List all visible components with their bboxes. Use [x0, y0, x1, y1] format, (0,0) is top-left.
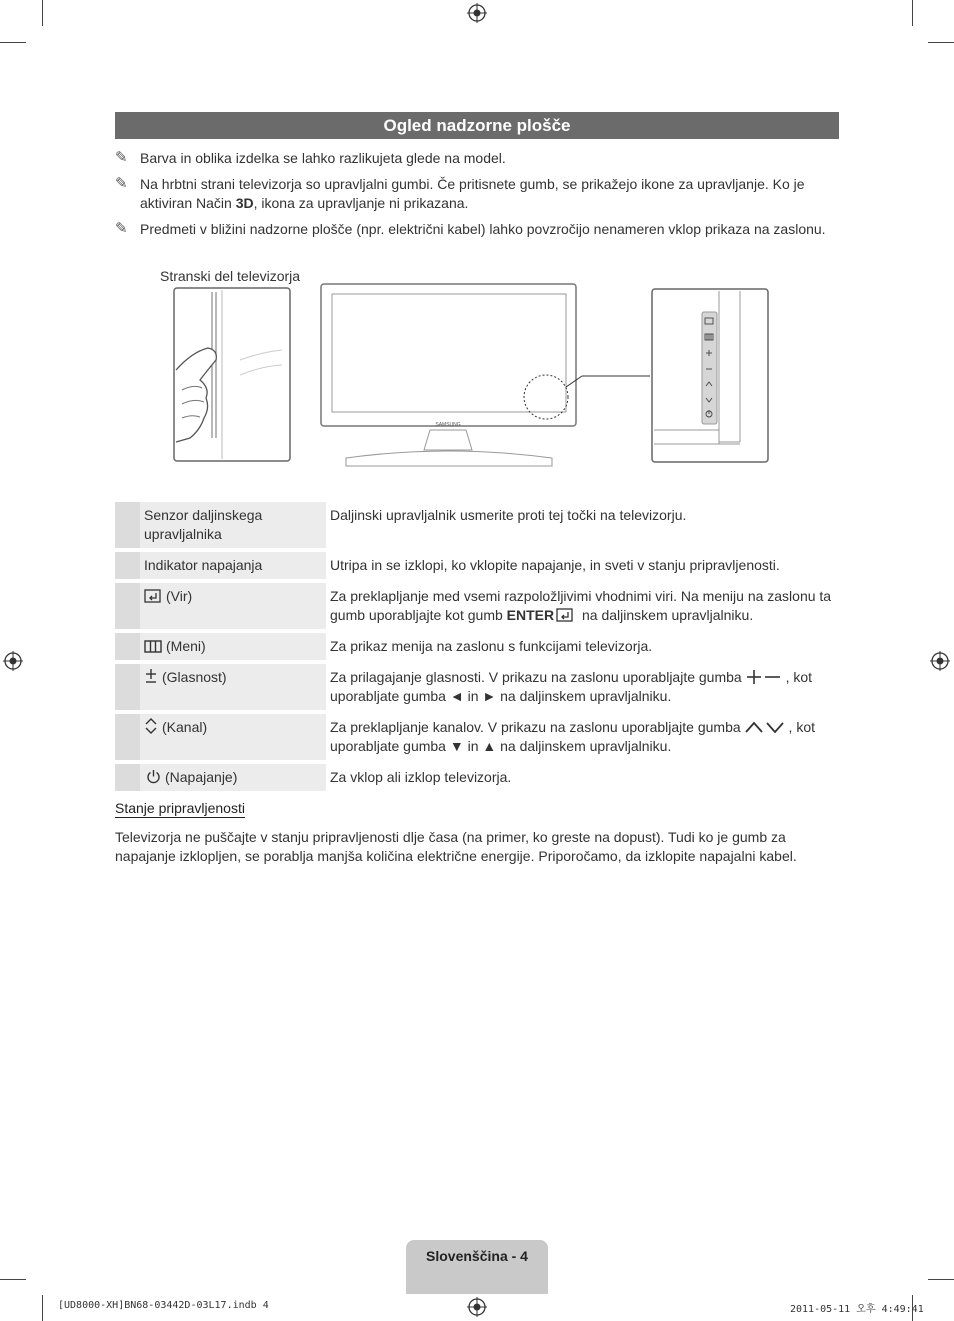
row-number-cell	[115, 583, 140, 629]
registration-mark-icon	[3, 651, 23, 671]
note-text: Barva in oblika izdelka se lahko razlikujeta glede na model.	[140, 150, 506, 166]
power-icon	[146, 769, 161, 784]
part-description: Utripa in se izklopi, ko vklopite napajanje, in sveti v stanju pripravljenosti.	[330, 557, 780, 573]
registration-mark-icon	[930, 651, 950, 671]
crop-mark	[928, 42, 954, 43]
menu-icon	[144, 640, 162, 653]
note-item	[115, 175, 839, 213]
note-text: Predmeti v bližini nadzorne plošče (npr. električni kabel) lahko povzročijo nenameren vklop prikaza na zaslonu.	[140, 221, 826, 237]
slug-right: 2011-05-11 오후 4:49:41	[790, 1304, 924, 1315]
volume-plus-minus-icon	[144, 668, 158, 684]
parts-table	[115, 498, 839, 795]
side-caption: Stranski del televizorja	[160, 268, 301, 284]
part-description: Daljinski upravljalnik usmerite proti tej točki na televizorju.	[330, 507, 687, 523]
crop-mark	[912, 0, 913, 26]
slug-left: [UD8000-XH]BN68-03442D-03L17.indb 4	[58, 1300, 269, 1311]
part-name: (Napajanje)	[140, 764, 326, 791]
part-name: Indikator napajanja	[140, 552, 326, 579]
row-number-cell	[115, 552, 140, 579]
part-name: (Glasnost)	[140, 664, 326, 710]
table-row	[115, 764, 839, 791]
crop-mark	[42, 1295, 43, 1321]
tv-control-panel-figure	[0, 280, 954, 480]
registration-mark-icon	[467, 3, 487, 23]
crop-mark	[0, 42, 26, 43]
table-row	[115, 633, 839, 660]
part-description: Za vklop ali izklop televizorja.	[330, 769, 512, 785]
note-item	[115, 220, 839, 258]
plus-minus-icon	[746, 670, 782, 684]
note-pen-icon: ✎	[115, 149, 128, 166]
table-row	[115, 502, 839, 548]
table-row	[115, 714, 839, 760]
part-name: (Kanal)	[140, 714, 326, 760]
source-icon	[144, 589, 162, 603]
section-title: Ogled nadzorne plošče	[115, 112, 839, 139]
enter-icon	[556, 608, 574, 622]
part-description: Za preklapljanje med vsemi razpoložljivimi vhodnimi viri. Na meniju na zaslonu ta gumb uporabljajte kot gumb ENTER na daljinskem upravljalniku.	[330, 588, 832, 623]
row-number-cell	[115, 664, 140, 710]
row-number-cell	[115, 502, 140, 548]
note-pen-icon: ✎	[115, 220, 128, 237]
up-down-icon	[745, 720, 785, 734]
part-name: (Meni)	[140, 633, 326, 660]
part-name: Senzor daljinskega upravljalnika	[140, 502, 326, 548]
registration-mark-icon	[467, 1297, 487, 1317]
row-number-cell	[115, 714, 140, 760]
note-item	[115, 149, 839, 168]
crop-mark	[0, 1279, 26, 1280]
table-row	[115, 552, 839, 579]
part-description: Za preklapljanje kanalov. V prikazu na zaslonu uporabljajte gumba , kot uporabljate gumba ▼ in ▲ na daljinskem upravljalniku.	[330, 719, 816, 754]
note-text: Na hrbtni strani televizorja so upravljalni gumbi. Če pritisnete gumb, se prikažejo ikone za upravljanje. Ko je aktiviran Način 3D, ikona za upravljanje ni prikazana.	[140, 176, 805, 211]
control-panel-zoom	[652, 289, 768, 462]
standby-paragraph: Televizorja ne puščajte v stanju pripravljenosti dlje časa (na primer, ko greste na dopust). Tudi ko je gumb za napajanje izklopljen, se porablja manjša količina električne energije. Priporočamo, da izklopite napajalni kabel.	[115, 829, 797, 864]
crop-mark	[928, 1279, 954, 1280]
part-description: Za prikaz menija na zaslonu s funkcijami televizorja.	[330, 638, 653, 654]
standby-heading: Stanje pripravljenosti	[115, 800, 245, 816]
page-number-label: Slovenščina - 4	[426, 1248, 528, 1264]
part-description: Za prilagajanje glasnosti. V prikazu na zaslonu uporabljajte gumba , kot uporabljate gumba ◄ in ► na daljinskem upravljalniku.	[330, 669, 813, 704]
row-number-cell	[115, 633, 140, 660]
table-row	[115, 664, 839, 710]
row-number-cell	[115, 764, 140, 791]
part-name: (Vir)	[140, 583, 326, 629]
channel-up-down-icon	[144, 718, 158, 734]
brand-logo: SAMSUNG	[435, 422, 461, 428]
table-row	[115, 583, 839, 629]
tv-front	[321, 284, 650, 466]
crop-mark	[42, 0, 43, 26]
side-view-inset	[174, 288, 290, 461]
note-pen-icon: ✎	[115, 175, 128, 192]
